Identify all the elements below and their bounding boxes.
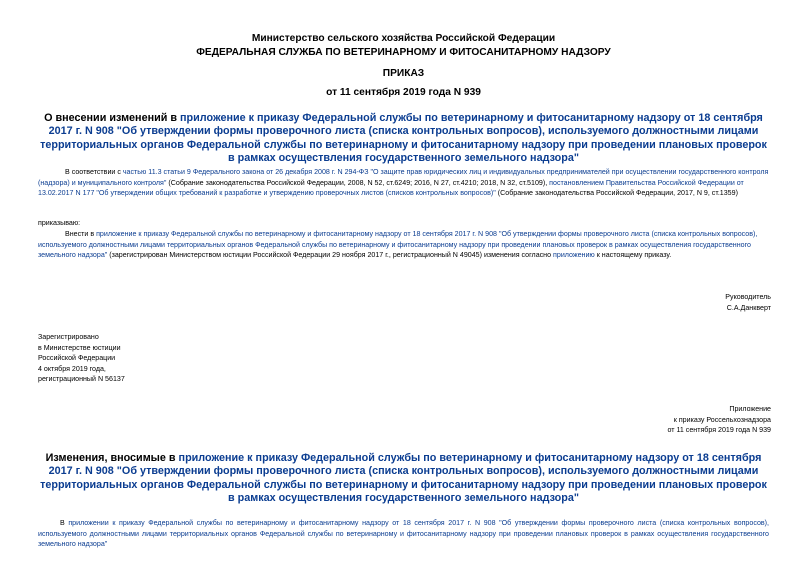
annex-link[interactable]: приложению bbox=[553, 251, 595, 259]
changes-appendix-link[interactable]: приложении к приказу Федеральной службы по ветеринарному и фитосанитарному надзору от 18 сентября 2017 г. N 908 "Об утверждении формы проверочного листа (списка контрольных вопросов), используемого должностными лицами территориальных органов Федеральной службы по ветеринарному и фитосанитарному надзору при проведении плановых проверок в рамках осуществления государственного земельного надзора" bbox=[38, 519, 769, 548]
signature-block bbox=[725, 292, 771, 313]
appendix-line-1: Приложение bbox=[729, 405, 771, 413]
service-name: ФЕДЕРАЛЬНАЯ СЛУЖБА ПО ВЕТЕРИНАРНОМУ И ФИТОСАНИТАРНОМУ НАДЗОРУ bbox=[196, 47, 611, 58]
preamble-text-3: (Собрание законодательства Российской Федерации, 2017, N 9, ст.1359) bbox=[495, 189, 738, 197]
title-link[interactable]: приложение к приказу Федеральной службы по ветеринарному и фитосанитарному надзору от 18 сентября 2017 г. N 908 "Об утверждении формы проверочного листа (списка контрольных вопросов), используемого должностными лицами территориальных органов Федеральной службы по ветеринарному и фитосанитарному надзору при проведении плановых проверок в рамках осуществления государственного земельного надзора" bbox=[40, 112, 767, 164]
order-title bbox=[36, 112, 771, 165]
ministry-name: Министерство сельского хозяйства Российской Федерации bbox=[251, 33, 556, 44]
signature-position: Руководитель bbox=[725, 293, 771, 301]
registration-line-2: в Министерстве юстиции bbox=[38, 343, 121, 352]
orders-word: приказываю: bbox=[38, 219, 81, 227]
title-prefix: О внесении изменений в bbox=[44, 112, 181, 124]
registration-line-1: Зарегистрировано bbox=[38, 333, 99, 341]
changes-title-prefix: Изменения, вносимые в bbox=[45, 452, 179, 464]
signature-name: С.А.Данкверт bbox=[726, 303, 771, 312]
order-text-2: (зарегистрирован Министерством юстиции Российской Федерации 29 ноября 2017 г., регистрационный N 49045) изменения согласно bbox=[107, 251, 554, 259]
resolution-link[interactable]: постановлением Правительства Российской Федерации от 13.02.2017 N 177 "Об утверждении общих требований к разработке и утверждению проверочных листов (списков контрольных вопросов)" bbox=[38, 178, 744, 197]
order-text-3: к настоящему приказу. bbox=[594, 251, 672, 259]
appendix-block bbox=[667, 404, 771, 436]
registration-line-3: Российской Федерации bbox=[38, 354, 116, 362]
registration-line-4: 4 октября 2019 года, bbox=[38, 364, 106, 373]
order-appendix-link[interactable]: приложение к приказу Федеральной службы по ветеринарному и фитосанитарному надзору от 18 сентября 2017 г. N 908 "Об утверждении формы проверочного листа (списка контрольных вопросов), используемого должностными лицами территориальных органов Федеральной службы по ветеринарному и фитосанитарному надзору при проведении плановых проверок в рамках осуществления государственного земельного надзора" bbox=[38, 230, 758, 259]
changes-text-1: В bbox=[60, 519, 69, 527]
order-paragraph bbox=[38, 229, 769, 261]
appendix-line-2: к приказу Россельхознадзора bbox=[673, 415, 771, 424]
changes-title bbox=[36, 452, 771, 505]
doc-type: ПРИКАЗ bbox=[382, 68, 425, 79]
changes-paragraph bbox=[38, 518, 769, 550]
registration-line-5: регистрационный N 56137 bbox=[38, 375, 125, 383]
preamble-text-1: В соответствии с bbox=[65, 168, 123, 176]
changes-title-link[interactable]: приложение к приказу Федеральной службы по ветеринарному и фитосанитарному надзору от 18 сентября 2017 г. N 908 "Об утверждении формы проверочного листа (списка контрольных вопросов), используемого должностными лицами территориальных органов Федеральной службы по ветеринарному и фитосанитарному надзору при проведении плановых проверок в рамках осуществления государственного земельного надзора" bbox=[40, 452, 767, 504]
doc-date: от 11 сентября 2019 года N 939 bbox=[326, 87, 481, 98]
registration-block bbox=[38, 332, 125, 385]
law-link[interactable]: частью 11.3 статьи 9 Федерального закона от 26 декабря 2008 г. N 294-ФЗ "О защите прав юридических лиц и индивидуальных предпринимателей при осуществлении государственного контроля (надзора) и муниципального контроля" bbox=[38, 168, 769, 187]
order-text-1: Внести в bbox=[65, 230, 97, 238]
appendix-line-3: от 11 сентября 2019 года N 939 bbox=[667, 426, 771, 434]
preamble-text-2: (Собрание законодательства Российской Федерации, 2008, N 52, ст.6249; 2016, N 27, ст.4210; 2018, N 32, ст.5109), bbox=[166, 178, 550, 187]
preamble-paragraph bbox=[38, 167, 769, 199]
